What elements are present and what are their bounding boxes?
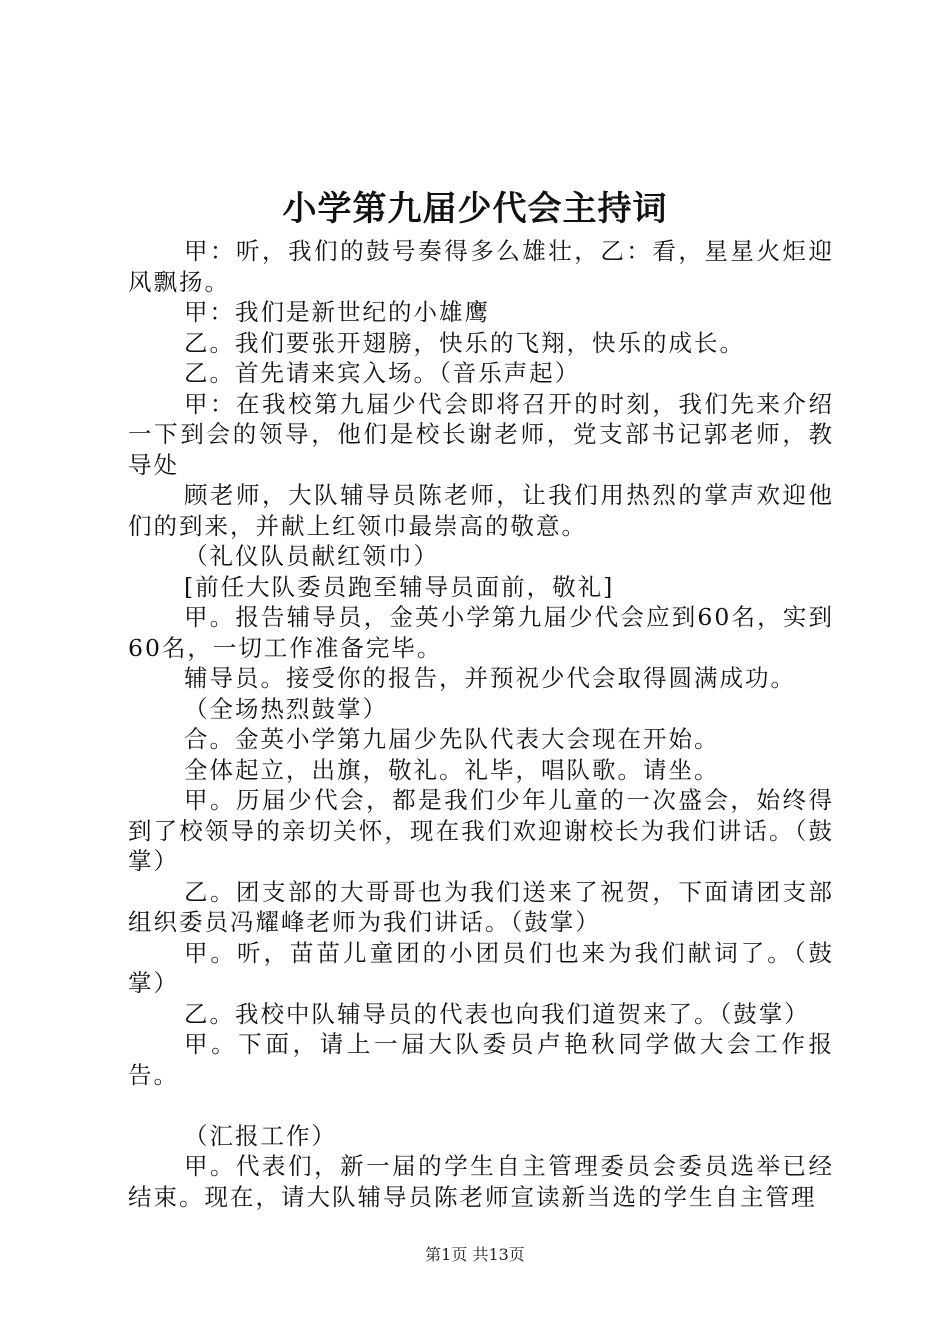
document-body — [128, 236, 834, 1212]
paragraph: 乙。我们要张开翅膀，快乐的飞翔，快乐的成长。 — [184, 328, 745, 357]
paragraph: [前任大队委员跑至辅导员面前，敬礼] — [184, 572, 615, 601]
paragraph: （汇报工作） — [184, 1121, 337, 1150]
paragraph: 甲。历届少代会，都是我们少年儿童的一次盛会，始终得到了校领导的亲切关怀，现在我们欢迎谢校长为我们讲话。（鼓掌） — [128, 786, 834, 875]
page-footer: 第1页 共13页 — [425, 1245, 525, 1264]
paragraph: 甲。报告辅导员，金英小学第九届少代会应到60名，实到60名，一切工作准备完毕。 — [128, 603, 834, 662]
document-title: 小学第九届少代会主持词 — [282, 189, 668, 229]
paragraph: 乙。首先请来宾入场。（音乐声起） — [184, 359, 581, 387]
paragraph: 乙。我校中队辅导员的代表也向我们道贺来了。（鼓掌） — [184, 999, 810, 1028]
paragraph: 甲。听，苗苗儿童团的小团员们也来为我们献词了。（鼓掌） — [128, 938, 834, 997]
paragraph: 甲：在我校第九届少代会即将召开的时刻，我们先来介绍一下到会的领导，他们是校长谢老师，党支部书记郭老师，教导处 — [128, 389, 834, 479]
paragraph: 甲：听，我们的鼓号奏得多么雄壮，乙：看，星星火炬迎风飘扬。 — [128, 237, 834, 296]
paragraph: 乙。团支部的大哥哥也为我们送来了祝贺，下面请团支部组织委员冯耀峰老师为我们讲话。（鼓掌） — [128, 877, 834, 936]
paragraph: 甲：我们是新世纪的小雄鹰 — [184, 298, 490, 326]
paragraph: 顾老师，大队辅导员陈老师，让我们用热烈的掌声欢迎他们的到来，并献上红领巾最崇高的敬意。 — [128, 481, 834, 540]
paragraph: 甲。下面，请上一届大队委员卢艳秋同学做大会工作报告。 — [128, 1030, 834, 1089]
paragraph: 甲。代表们，新一届的学生自主管理委员会委员选举已经结束。现在，请大队辅导员陈老师宣读新当选的学生自主管理 — [128, 1152, 834, 1211]
paragraph: （礼仪队员献红领巾） — [184, 542, 439, 570]
paragraph: （全场热烈鼓掌） — [184, 694, 388, 723]
paragraph: 辅导员。接受你的报告，并预祝少代会取得圆满成功。 — [184, 664, 796, 692]
paragraph: 全体起立，出旗，敬礼。礼毕，唱队歌。请坐。 — [184, 755, 720, 784]
blank-line — [128, 1090, 834, 1121]
paragraph: 合。金英小学第九届少先队代表大会现在开始。 — [184, 725, 720, 753]
